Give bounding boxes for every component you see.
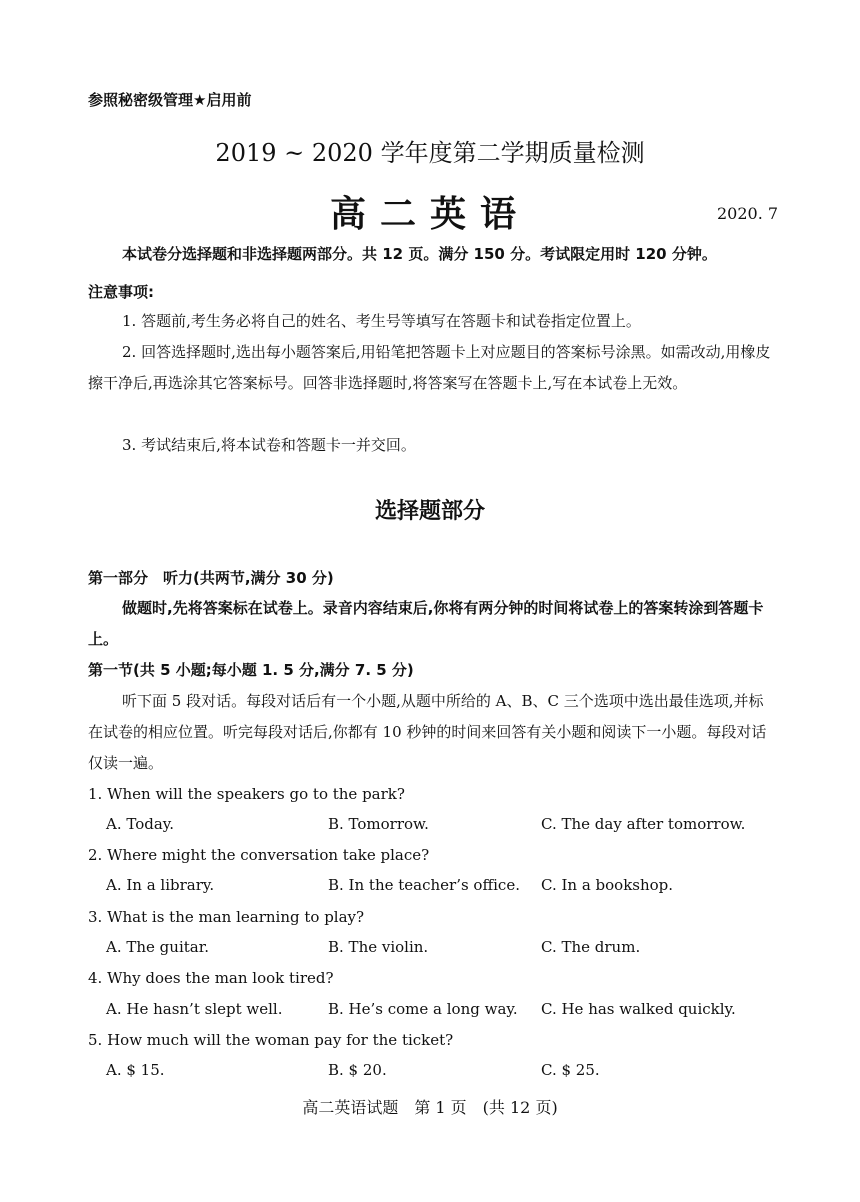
subject-title: 高二英语	[329, 193, 530, 235]
option-b: B. In the teacher’s office.	[328, 876, 520, 894]
option-a: A. Today.	[106, 815, 175, 833]
part1-heading: 第一部分 听力(共两节,满分 30 分)	[88, 569, 334, 587]
note-item: 1. 答题前,考生务必将自己的姓名、考生号等填写在答题卡和试卷指定位置上。	[122, 312, 641, 330]
option-a: A. He hasn’t slept well.	[106, 1000, 283, 1018]
option-b: B. Tomorrow.	[328, 815, 429, 833]
intro-text: 本试卷分选择题和非选择题两部分。共 12 页。满分 150 分。考试限定用时 120 分钟。	[122, 245, 717, 263]
section1-description: 听下面 5 段对话。每段对话后有一个小题,从题中所给的 A、B、C 三个选项中选出最佳选项,并标在试卷的相应位置。听完每段对话后,你都有 10 秒钟的时间来回答有关小题和阅读下一小题。每段对话仅读一遍。	[88, 692, 767, 772]
option-b: B. $ 20.	[328, 1061, 387, 1079]
option-c: C. In a bookshop.	[541, 876, 674, 894]
section-heading: 选择题部分	[374, 499, 485, 524]
note-item: 3. 考试结束后,将本试卷和答题卡一并交回。	[122, 436, 416, 454]
option-a: A. $ 15.	[106, 1061, 165, 1079]
question-stem: 2. Where might the conversation take place?	[88, 846, 430, 864]
notes-heading: 注意事项:	[88, 283, 154, 301]
option-c: C. The day after tomorrow.	[541, 815, 746, 833]
question-stem: 3. What is the man learning to play?	[88, 908, 365, 926]
exam-title: 2019 ~ 2020 学年度第二学期质量检测	[215, 139, 645, 167]
question-stem: 4. Why does the man look tired?	[88, 969, 334, 987]
option-b: B. The violin.	[328, 938, 429, 956]
exam-date: 2020. 7	[717, 204, 779, 223]
option-c: C. The drum.	[541, 938, 641, 956]
page-footer: 高二英语试题 第 1 页 (共 12 页)	[302, 1098, 558, 1117]
option-b: B. He’s come a long way.	[328, 1000, 518, 1018]
option-c: C. He has walked quickly.	[541, 1000, 736, 1018]
option-a: A. The guitar.	[106, 938, 210, 956]
question-stem: 1. When will the speakers go to the park?	[88, 785, 405, 803]
note-item: 2. 回答选择题时,选出每小题答案后,用铅笔把答题卡上对应题目的答案标号涂黑。如需改动,用橡皮擦干净后,再选涂其它答案标号。回答非选择题时,将答案写在答题卡上,写在本试卷上无效。	[88, 343, 771, 392]
part1-description: 做题时,先将答案标在试卷上。录音内容结束后,你将有两分钟的时间将试卷上的答案转涂到答题卡上。	[88, 599, 764, 648]
option-c: C. $ 25.	[541, 1061, 600, 1079]
question-stem: 5. How much will the woman pay for the ticket?	[88, 1031, 454, 1049]
option-a: A. In a library.	[106, 876, 215, 894]
section1-heading: 第一节(共 5 小题;每小题 1. 5 分,满分 7. 5 分)	[88, 661, 414, 679]
confidentiality-label: 参照秘密级管理★启用前	[88, 91, 252, 109]
